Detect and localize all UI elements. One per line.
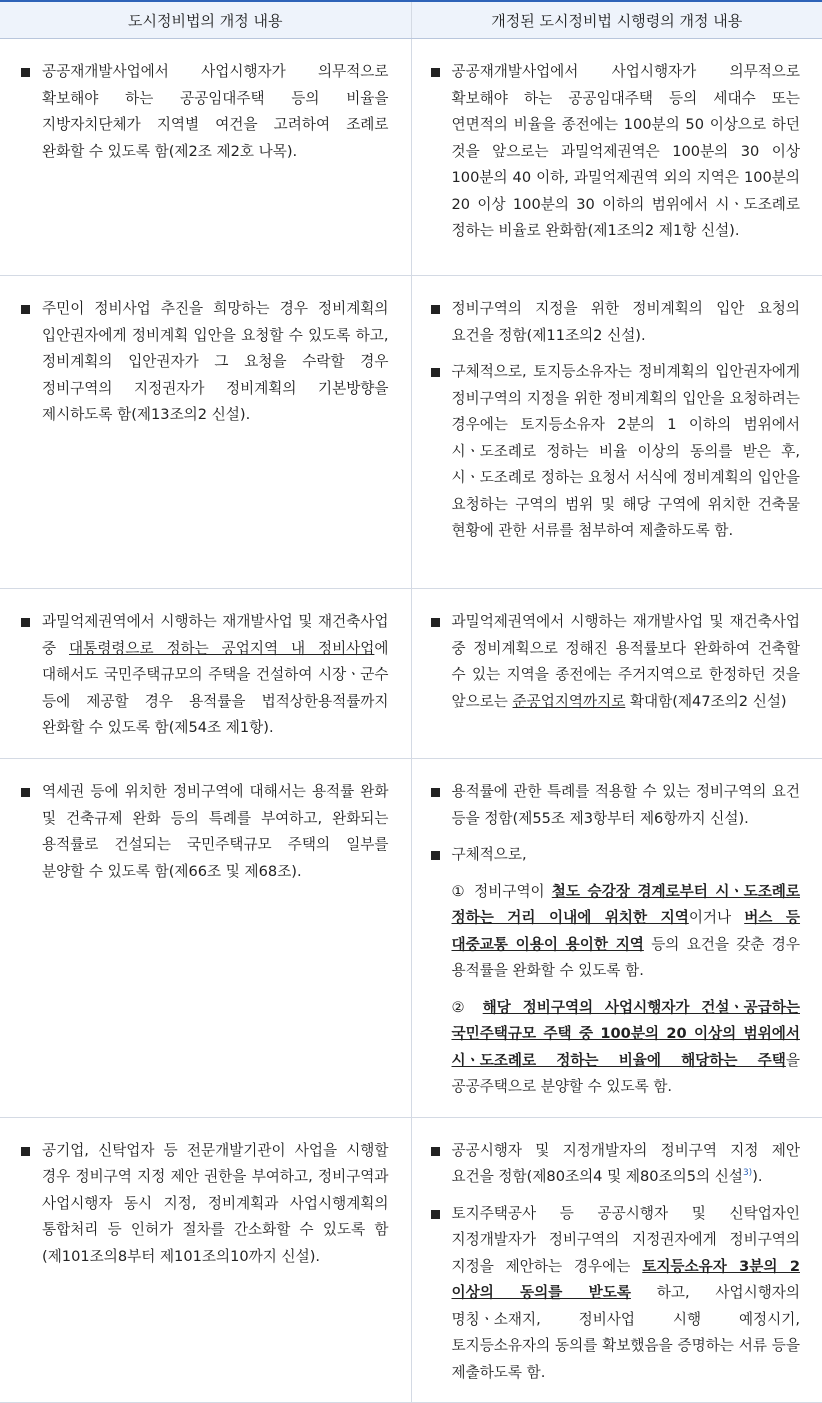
list-item <box>428 1201 801 1387</box>
table-row <box>0 276 822 589</box>
sub-text: 정비구역이 <box>467 882 552 900</box>
square-bullet-icon <box>431 1147 440 1156</box>
law-cell <box>0 759 411 1118</box>
square-bullet-icon <box>431 851 440 860</box>
item-text: 구체적으로, <box>451 846 527 863</box>
footnote-link[interactable]: 3) <box>742 1168 753 1179</box>
square-bullet-icon <box>21 305 30 314</box>
bold-underlined-text: 버스 등 대중교통 이용이 용이한 지역 <box>451 909 801 953</box>
list-item <box>428 296 801 349</box>
item-text: 구체적으로, 토지등소유자는 정비계획의 입안권자에게 정비구역의 지정을 위한 정비계획의 입안을 요청하려는 경우에는 토지등소유자 2분의 1 이하의 범위에서 시ㆍ도조례로 정하는 비율 이상의 동의를 받은 후, 시ㆍ도조례로 정하는 요청서 서식에 정비계획의 입안을 요청하는 구역의 범위 및 해당 구역에 위치한 건축물 현황에 관한 서류를 첨부하여 제출하도록 함. <box>451 363 800 539</box>
sub-text: 을 공공주택으로 분양할 수 있도록 함. <box>451 1051 800 1095</box>
law-cell <box>0 1117 411 1403</box>
list-item <box>428 59 801 245</box>
sub-item-2 <box>428 995 801 1101</box>
law-cell <box>0 276 411 589</box>
item-text-post: ). <box>752 1168 763 1185</box>
square-bullet-icon <box>431 618 440 627</box>
sub-text: 이거나 <box>688 909 745 926</box>
circled-number: ① <box>451 882 468 900</box>
circled-number: ② <box>451 998 472 1016</box>
item-text: 정비구역의 지정을 위한 정비계획의 입안 요청의 요건을 정함(제11조의2 신설). <box>451 300 800 344</box>
square-bullet-icon <box>431 788 440 797</box>
list-item <box>428 842 801 869</box>
table-row <box>0 39 822 276</box>
item-text-pre: 과밀억제권역에서 시행하는 재개발사업 및 재건축사업 중 정비계획으로 정해진 용적률보다 완화하여 건축할 수 있는 지역을 종전에는 주거지역으로 한정하던 것을 앞으로는 <box>451 613 800 710</box>
item-text: 공공재개발사업에서 사업시행자가 의무적으로 확보해야 하는 공공임대주택 등의 세대수 또는 연면적의 비율을 종전에는 100분의 50 이상으로 하던 것을 앞으로는 과밀억제권역은 100분의 30 이상 100분의 40 이하, 과밀억제권역 외의 지역은 100분의 20 이상 100분의 30 이하의 범위에서 시ㆍ도조례로 정하는 비율로 완화함(제1조의2 제1항 신설). <box>451 63 800 239</box>
decree-cell <box>411 759 822 1118</box>
decree-cell <box>411 589 822 759</box>
bold-underlined-text: 철도 승강장 경계로부터 시ㆍ도조례로 정하는 거리 이내에 위치한 지역 <box>451 882 800 926</box>
underlined-text: 대통령령으로 정하는 공업지역 내 정비사업 <box>69 639 375 657</box>
square-bullet-icon <box>431 1210 440 1219</box>
square-bullet-icon <box>21 788 30 797</box>
table-row <box>0 589 822 759</box>
square-bullet-icon <box>431 68 440 77</box>
item-text: 공기업, 신탁업자 등 전문개발기관이 사업을 시행할 경우 정비구역 지정 제안 권한을 부여하고, 정비구역과 사업시행자 동시 지정, 정비계획과 사업시행계획의 통합처리 등 인허가 절차를 간소화할 수 있도록 함(제101조의8부터 제101조의10까지 신설). <box>42 1141 389 1265</box>
decree-cell <box>411 276 822 589</box>
sub-item-1 <box>428 879 801 985</box>
item-text-pre: 토지주택공사 등 공공시행자 및 신탁업자인 지정개발자가 정비구역의 지정권자에게 정비구역의 지정을 제안하는 경우에는 <box>451 1204 800 1275</box>
bold-underlined-text: 해당 정비구역의 사업시행자가 건설ㆍ공급하는 국민주택규모 주택 중 100분의 20 이상의 범위에서 시ㆍ도조례로 정하는 비율에 해당하는 주택 <box>451 998 800 1069</box>
square-bullet-icon <box>21 618 30 627</box>
sub-text: 등의 요건을 갖춘 경우 용적률을 완화할 수 있도록 함. <box>451 935 800 979</box>
header-decree-amendment: 개정된 도시정비법 시행령의 개정 내용 <box>411 1 822 39</box>
bold-underlined-text: 토지등소유자 3분의 2 이상의 동의를 받도록 <box>451 1257 800 1301</box>
item-text-post: 하고, 사업시행자의 명칭ㆍ소재지, 정비사업 시행 예정시기, 토지등소유자의 동의를 확보했음을 증명하는 서류 등을 제출하도록 함. <box>451 1284 800 1381</box>
square-bullet-icon <box>21 68 30 77</box>
item-text: 역세권 등에 위치한 정비구역에 대해서는 용적률 완화 및 건축규제 완화 등의 특례를 부여하고, 완화되는 용적률로 건설되는 국민주택규모 주택의 일부를 분양할 수 있도록 함(제66조 및 제68조). <box>42 783 389 880</box>
law-cell <box>0 39 411 276</box>
law-cell <box>0 589 411 759</box>
list-item <box>428 1138 801 1191</box>
sub-text <box>471 999 482 1016</box>
item-text: 공공재개발사업에서 사업시행자가 의무적으로 확보해야 하는 공공임대주택 등의 비율을 지방자치단체가 지역별 여건을 고려하여 조례로 완화할 수 있도록 함(제2조 제2호 나목). <box>42 63 389 160</box>
square-bullet-icon <box>21 1147 30 1156</box>
list-item <box>428 359 801 545</box>
list-item <box>18 296 389 429</box>
list-item <box>18 609 389 742</box>
list-item <box>18 59 389 165</box>
square-bullet-icon <box>431 305 440 314</box>
item-text-pre: 공공시행자 및 지정개발자의 정비구역 지정 제안 요건을 정함(제80조의4 및 제80조의5의 신설 <box>451 1141 800 1185</box>
underlined-text: 준공업지역까지로 <box>512 692 626 710</box>
list-item <box>428 779 801 832</box>
item-text: 용적률에 관한 특례를 적용할 수 있는 정비구역의 요건 등을 정함(제55조 제3항부터 제6항까지 신설). <box>451 783 800 827</box>
list-item <box>428 609 801 715</box>
table-row <box>0 1117 822 1403</box>
list-item <box>18 779 389 885</box>
item-text-pre: 과밀억제권역에서 시행하는 재개발사업 및 재건축사업 중 <box>42 613 389 657</box>
square-bullet-icon <box>431 368 440 377</box>
item-text: 주민이 정비사업 추진을 희망하는 경우 정비계획의 입안권자에게 정비계획 입안을 요청할 수 있도록 하고, 정비계획의 입안권자가 그 요청을 수락할 경우 정비구역의 지정권자가 정비계획의 기본방향을 제시하도록 함(제13조의2 신설). <box>42 300 389 423</box>
decree-cell <box>411 1117 822 1403</box>
list-item <box>18 1138 389 1271</box>
item-text-post: 확대함(제47조의2 신설) <box>625 692 787 710</box>
table-row <box>0 759 822 1118</box>
header-row <box>0 1 822 39</box>
decree-cell <box>411 39 822 276</box>
item-text-post: 에 대해서도 국민주택규모의 주택을 건설하여 시장ㆍ군수 등에 제공할 경우 용적률을 법적상한용적률까지 완화할 수 있도록 함(제54조 제1항). <box>42 639 389 736</box>
header-law-amendment: 도시정비법의 개정 내용 <box>0 1 411 39</box>
